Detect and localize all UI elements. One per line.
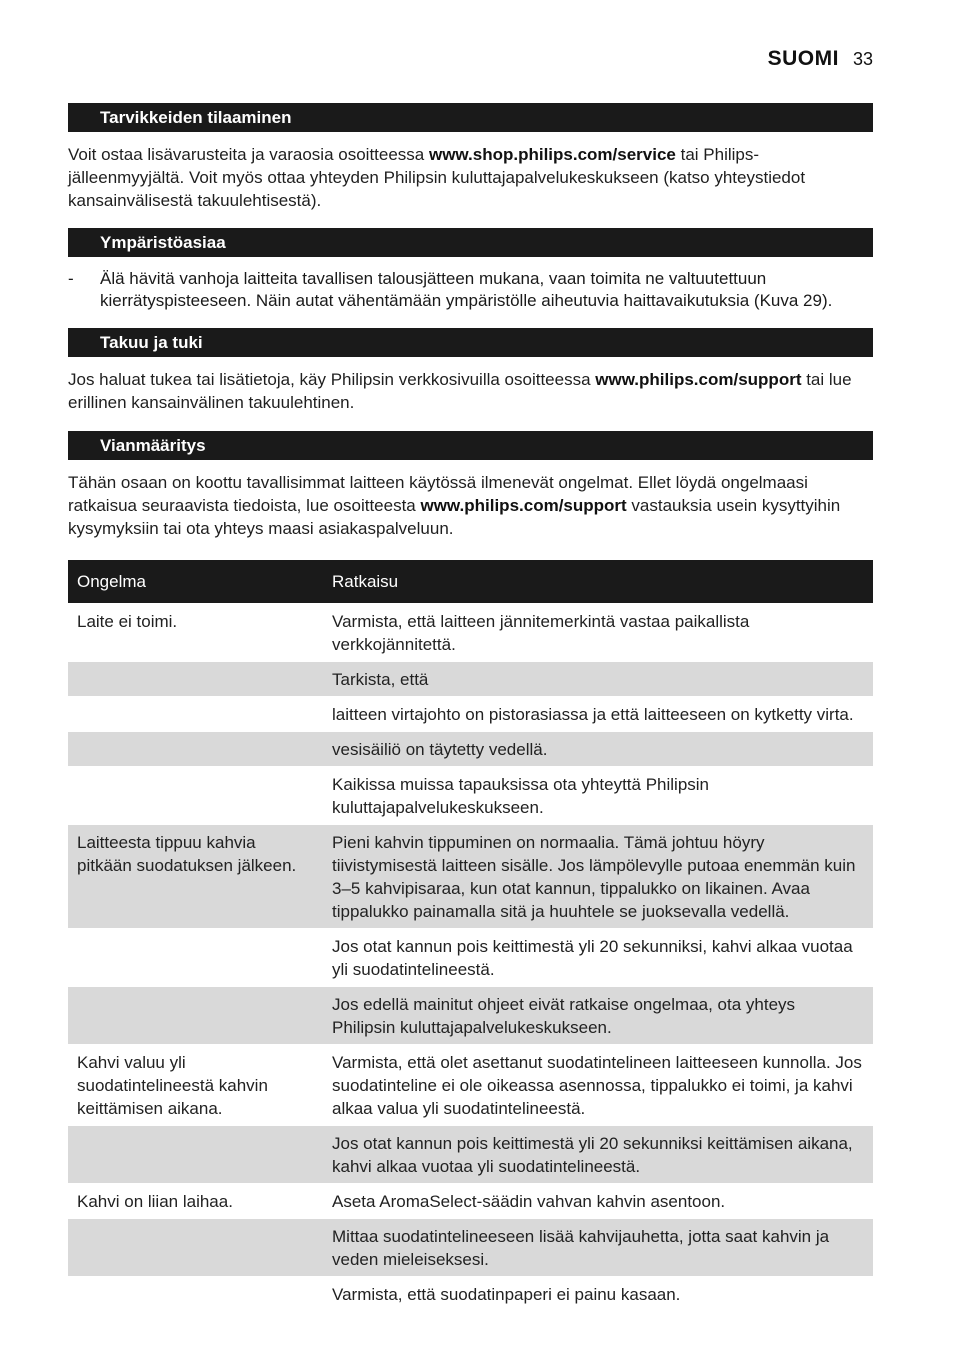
troubleshooting-table [68, 560, 873, 1311]
solution-cell: Tarkista, että [323, 661, 873, 696]
column-header-problem: Ongelma [68, 560, 323, 603]
support-link[interactable]: www.philips.com/support [595, 370, 802, 389]
problem-cell: Laite ei toimi. [68, 603, 323, 661]
troubleshooting-paragraph [68, 471, 873, 540]
table-row [68, 766, 873, 824]
problem-cell [68, 928, 323, 986]
problem-cell [68, 731, 323, 766]
environment-bullet [68, 268, 873, 312]
shop-link[interactable]: www.shop.philips.com/service [428, 145, 676, 164]
section-heading-ordering: Tarvikkeiden tilaaminen [68, 103, 873, 132]
table-row [68, 731, 873, 766]
solution-cell: laitteen virtajohto on pistorasiassa ja että laitteeseen on kytketty virta. [323, 696, 873, 731]
solution-cell: Varmista, että laitteen jännitemerkintä vastaa paikallista verkkojännitettä. [323, 603, 873, 661]
problem-cell: Laitteesta tippuu kahvia pitkään suodatuksen jälkeen. [68, 824, 323, 928]
section-heading-environment: Ympäristöasiaa [68, 228, 873, 257]
troubleshooting-text: Tähän osaan on koottu tavallisimmat laitteen käytössä ilmenevät ongelmat. Ellet löydä ongelmaasi ratkaisua seuraavista tiedoista, lue osoitteesta [68, 473, 808, 515]
table-row [68, 603, 873, 661]
solution-cell: Pieni kahvin tippuminen on normaalia. Tämä johtuu höyry tiivistymisestä laitteen sisälle. Jos lämpölevylle putoaa enemmän kuin 3–5 kahvipisaraa, kun otat kannun, tippalukko on likainen. Avaa tippalukko painamalla sitä ja huuhtele se juoksevalla vedellä. [323, 824, 873, 928]
problem-cell [68, 1125, 323, 1183]
ordering-text-end: tai Philips-jälleenmyyjältä. Voit myös ottaa yhteyden Philipsin kuluttajapalvelukeskukseen (katso yhteystiedot kansainvälisestä takuulehtisestä). [68, 145, 806, 210]
warranty-text-end: tai lue erillinen kansainvälinen takuulehtinen. [68, 370, 852, 412]
solution-cell: Jos edellä mainitut ohjeet eivät ratkaise ongelmaa, ota yhteys Philipsin kuluttajapalvelukeskukseen. [323, 986, 873, 1044]
solution-cell: Mittaa suodatintelineeseen lisää kahvijauhetta, jotta saat kahvin ja veden mieleiseksesi. [323, 1218, 873, 1276]
table-row [68, 1183, 873, 1218]
support-link-2[interactable]: www.philips.com/support [420, 496, 627, 515]
solution-cell: vesisäiliö on täytetty vedellä. [323, 731, 873, 766]
table-header-row [68, 560, 873, 603]
table-row [68, 928, 873, 986]
ordering-paragraph [68, 143, 873, 212]
solution-cell: Varmista, että suodatinpaperi ei painu kasaan. [323, 1276, 873, 1311]
warranty-text: Jos haluat tukea tai lisätietoja, käy Philipsin verkkosivuilla osoitteessa [68, 370, 596, 389]
troubleshooting-text-end: vastauksia usein kysyttyihin kysymyksiin tai ota yhteys maasi asiakaspalveluun. [68, 496, 841, 538]
problem-cell [68, 1276, 323, 1311]
problem-cell: Kahvi valuu yli suodatintelineestä kahvin keittämisen aikana. [68, 1044, 323, 1125]
solution-cell: Varmista, että olet asettanut suodatintelineen laitteeseen kunnolla. Jos suodatinteline ei ole oikeassa asennossa, tippalukko ei toimi, ja kahvi alkaa valua yli suodatintelineestä. [323, 1044, 873, 1125]
table-row [68, 824, 873, 928]
warranty-paragraph [68, 368, 873, 414]
bullet-marker: - [68, 269, 74, 288]
problem-cell [68, 986, 323, 1044]
ordering-text: Voit ostaa lisävarusteita ja varaosia osoitteessa [68, 145, 429, 164]
solution-cell: Jos otat kannun pois keittimestä yli 20 sekunniksi, kahvi alkaa vuotaa yli suodatintelineestä. [323, 928, 873, 986]
table-row [68, 1276, 873, 1311]
page-number: 33 [852, 49, 873, 69]
page-header [768, 47, 873, 71]
table-row [68, 986, 873, 1044]
table-row [68, 661, 873, 696]
table-row [68, 1218, 873, 1276]
problem-cell [68, 696, 323, 731]
solution-cell: Kaikissa muissa tapauksissa ota yhteyttä Philipsin kuluttajapalvelukeskukseen. [323, 766, 873, 824]
solution-cell: Aseta AromaSelect-säädin vahvan kahvin asentoon. [323, 1183, 873, 1218]
table-row [68, 696, 873, 731]
problem-cell [68, 766, 323, 824]
table-row [68, 1125, 873, 1183]
section-heading-warranty: Takuu ja tuki [68, 328, 873, 357]
table-row [68, 1044, 873, 1125]
problem-cell [68, 1218, 323, 1276]
page-content [68, 103, 873, 1311]
column-header-solution: Ratkaisu [323, 560, 873, 603]
environment-text: Älä hävitä vanhoja laitteita tavallisen talousjätteen mukana, vaan toimita ne valtuutettuun kierrätyspisteeseen. Näin autat vähentämään ympäristölle aiheutuvia haittavaikutuksia (Kuva 29). [100, 269, 833, 310]
problem-cell: Kahvi on liian laihaa. [68, 1183, 323, 1218]
solution-cell: Jos otat kannun pois keittimestä yli 20 sekunniksi keittämisen aikana, kahvi alkaa vuotaa yli suodatintelineestä. [323, 1125, 873, 1183]
section-heading-troubleshooting: Vianmääritys [68, 431, 873, 460]
problem-cell [68, 661, 323, 696]
language-label: SUOMI [767, 47, 839, 70]
